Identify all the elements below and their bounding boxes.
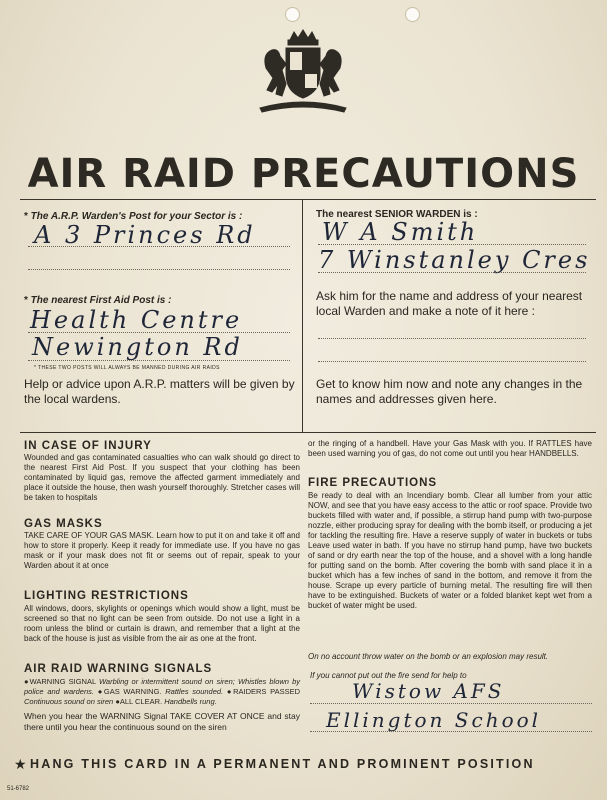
section-heading-gas-masks: GAS MASKS bbox=[24, 518, 103, 530]
royal-coat-of-arms-icon bbox=[252, 28, 354, 114]
send-help-value: Wistow AFS bbox=[352, 679, 505, 703]
field-dotted-line bbox=[28, 360, 290, 361]
signal-clear-name: ALL CLEAR. bbox=[119, 697, 163, 706]
section-body-signals: ●WARNING SIGNAL Warbling or intermittent sound on siren; Whistles blown by police and wardens. ●GAS WARNING. Rattles sounded. ●RAIDERS PASSED Continuous sound on siren ●ALL CLEAR. Handbells rung. bbox=[24, 677, 300, 706]
senior-warden-name: W A Smith bbox=[322, 218, 479, 246]
section-heading-fire: FIRE PRECAUTIONS bbox=[308, 477, 438, 489]
footer-instruction: HANG THIS CARD IN A PERMANENT AND PROMINENT POSITION bbox=[30, 757, 535, 771]
section-heading-injury: IN CASE OF INJURY bbox=[24, 440, 152, 452]
know-text: Get to know him now and note any changes in the names and addresses given here. bbox=[316, 377, 583, 406]
divider bbox=[20, 432, 596, 433]
field-dotted-line bbox=[310, 703, 592, 704]
print-code: 51-6782 bbox=[7, 786, 30, 792]
senior-warden-address: 7 Winstanley Cres bbox=[318, 246, 591, 274]
field-dotted-line bbox=[318, 244, 586, 245]
field-dotted-line bbox=[318, 361, 586, 362]
signal-warning-desc: Warbling or intermittent sound on siren; Whistles blown by police and wardens. bbox=[24, 677, 300, 696]
section-body-fire: Be ready to deal with an Incendiary bomb. Clear all lumber from your attic NOW, and see that you have easy access to the attic or roof space. Provide two buckets filled with water and, if possible, a stirrup hand pump with two-purpose nozzle, either producing spray for dealing with the bomb itself, or producing a jet for tackling the resulting fire. Have a reserve supply of water in buckets or tubs Leave used water in bath. If you have no stirrup hand pump, have two buckets of sand or dry earth near the top of the house, and a shovel with a long handle for putting sand on the bomb. After covering the bomb with sand place it in a bucket which has a few inches of sand in the bottom, and remove it from the house. Scrape up every particle of burning metal. The resulting fire will then have to be extinguished. Buckets of water or a folded blanket kept wet from a bucket of water might be used. bbox=[308, 491, 592, 610]
signals-continued: or the ringing of a handbell. Have your Gas Mask with you. If RATTLES have been used warning you of gas, do not come out until you hear HANDBELLS. bbox=[308, 439, 592, 458]
wardens-post-label: * The A.R.P. Warden's Post for your Sector is : bbox=[24, 211, 243, 222]
wardens-post-value: A 3 Princes Rd bbox=[34, 221, 256, 249]
punch-hole bbox=[405, 7, 420, 22]
ask-text: Ask him for the name and address of your nearest local Warden and make a note of it here : bbox=[316, 289, 583, 318]
punch-hole bbox=[285, 7, 300, 22]
page-title: AIR RAID PRECAUTIONS bbox=[27, 151, 580, 197]
divider bbox=[20, 199, 596, 200]
manned-note: * THESE TWO POSTS WILL ALWAYS BE MANNED DURING AIR RAIDS bbox=[34, 365, 220, 371]
send-help-value: Ellington School bbox=[326, 708, 542, 732]
field-dotted-line bbox=[318, 338, 586, 339]
section-body-injury: Wounded and gas contaminated casualties who can walk should go direct to the nearest First Aid Post. If you suspect that your clothing has been contaminated by liquid gas, remove the affected garment immediately and place it outside the house, then wash yourself thoroughly. Stretcher cases will be taken to hospitals bbox=[24, 453, 300, 502]
field-dotted-line bbox=[318, 272, 586, 273]
section-body-lighting: All windows, doors, skylights or openings which would show a light, must be screened so that no light can be seen from outside. Do not use a light in a room unless the blind or curtain is drawn, and remember that a light at the back of the house is just as visible from the air as one at the front. bbox=[24, 604, 300, 643]
first-aid-post-label: * The nearest First Aid Post is : bbox=[24, 295, 172, 306]
star-icon: ★ bbox=[14, 756, 27, 772]
section-body-gas-masks: TAKE CARE OF YOUR GAS MASK. Learn how to put it on and take it off and how to store it properly. Keep it ready for immediate use. If you have no gas mask or if your mask does not fit or seems out of repair, speak to your Warden about it at once bbox=[24, 531, 300, 570]
signal-gas-desc: Rattles sounded. bbox=[165, 687, 224, 696]
field-dotted-line bbox=[28, 269, 290, 270]
first-aid-post-value: Health Centre bbox=[30, 306, 243, 334]
signal-raiders-desc: Continuous sound on siren bbox=[24, 697, 114, 706]
signal-raiders-name: RAIDERS PASSED bbox=[233, 687, 300, 696]
signal-warning-name: WARNING SIGNAL bbox=[29, 677, 96, 686]
first-aid-post-value: Newington Rd bbox=[32, 333, 243, 361]
section-heading-lighting: LIGHTING RESTRICTIONS bbox=[24, 590, 189, 602]
signals-tail: When you hear the WARNING Signal TAKE COVER AT ONCE and stay there until you hear the continuous sound on the siren bbox=[24, 711, 300, 732]
help-text: Help or advice upon A.R.P. matters will be given by the local wardens. bbox=[24, 377, 295, 406]
signal-gas-name: GAS WARNING. bbox=[103, 687, 162, 696]
fire-warning: On no account throw water on the bomb or an explosion may result. bbox=[308, 652, 549, 661]
send-help-label: If you cannot put out the fire send for help to bbox=[310, 671, 467, 680]
section-heading-signals: AIR RAID WARNING SIGNALS bbox=[24, 663, 213, 675]
signal-clear-desc: Handbells rung. bbox=[164, 697, 217, 706]
divider bbox=[302, 199, 303, 432]
field-dotted-line bbox=[28, 246, 290, 247]
senior-warden-label: The nearest SENIOR WARDEN is : bbox=[316, 209, 478, 220]
field-dotted-line bbox=[310, 731, 592, 732]
